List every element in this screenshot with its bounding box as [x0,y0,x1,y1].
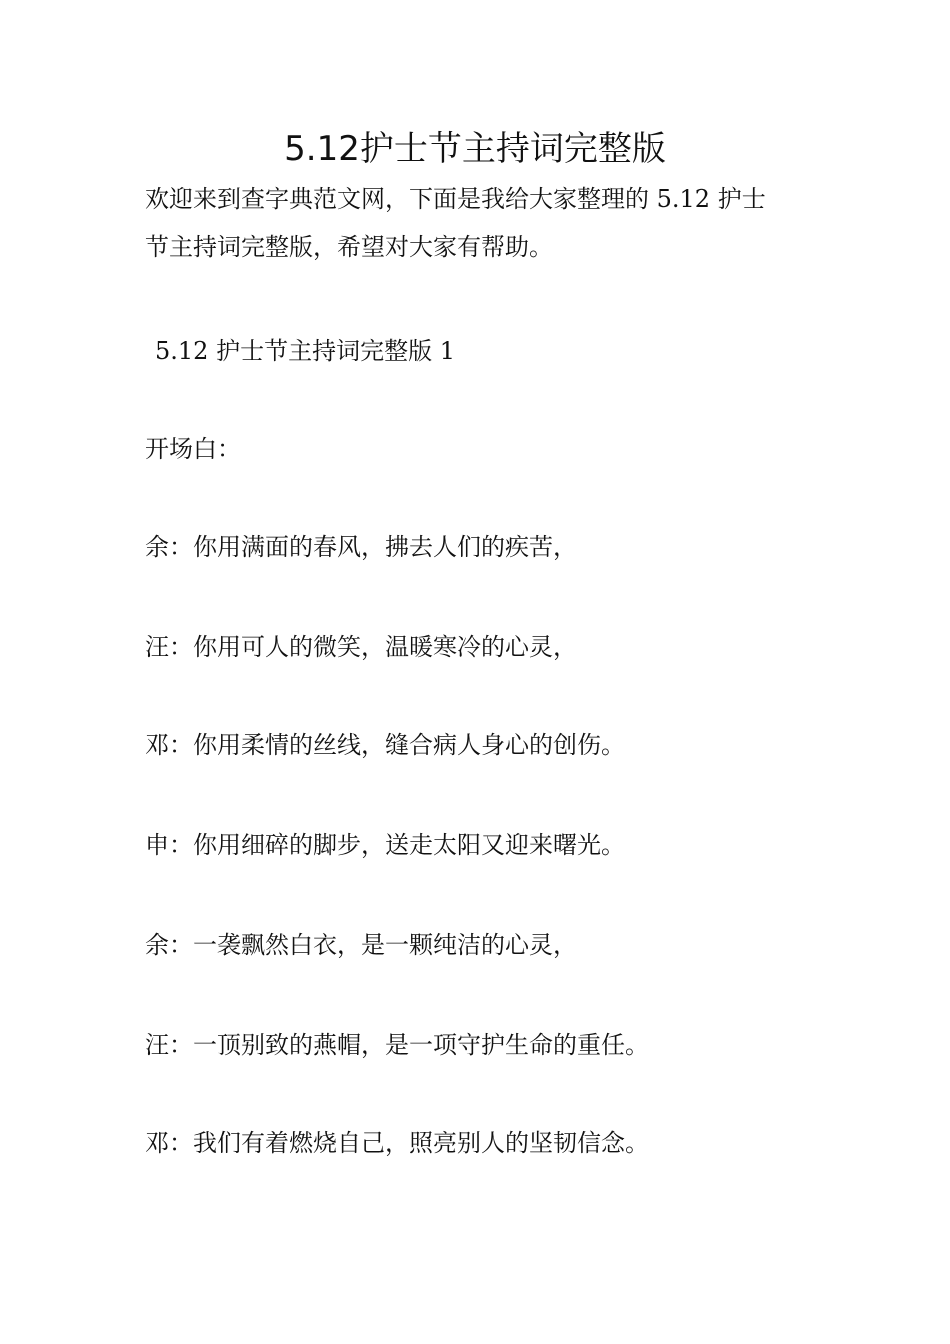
intro-paragraph-line-2: 节主持词完整版，希望对大家有帮助。 [145,233,553,261]
intro-paragraph-line-1: 欢迎来到查字典范文网，下面是我给大家整理的 5.12 护士 [145,185,766,213]
dialogue-line: 邓：你用柔情的丝线，缝合病人身心的创伤。 [145,731,625,759]
document-title: 5.12护士节主持词完整版 [284,129,666,169]
section-heading: 5.12 护士节主持词完整版 1 [155,337,455,365]
dialogue-line: 申：你用细碎的脚步，送走太阳又迎来曙光。 [145,831,625,859]
dialogue-line: 汪：一顶别致的燕帽，是一项守护生命的重任。 [145,1031,649,1059]
dialogue-line: 邓：我们有着燃烧自己，照亮别人的坚韧信念。 [145,1129,649,1157]
dialogue-line: 余：一袭飘然白衣，是一颗纯洁的心灵， [145,931,577,959]
opening-label: 开场白： [145,435,241,463]
dialogue-line: 汪：你用可人的微笑，温暖寒冷的心灵， [145,633,577,661]
dialogue-line: 余：你用满面的春风，拂去人们的疾苦， [145,533,577,561]
